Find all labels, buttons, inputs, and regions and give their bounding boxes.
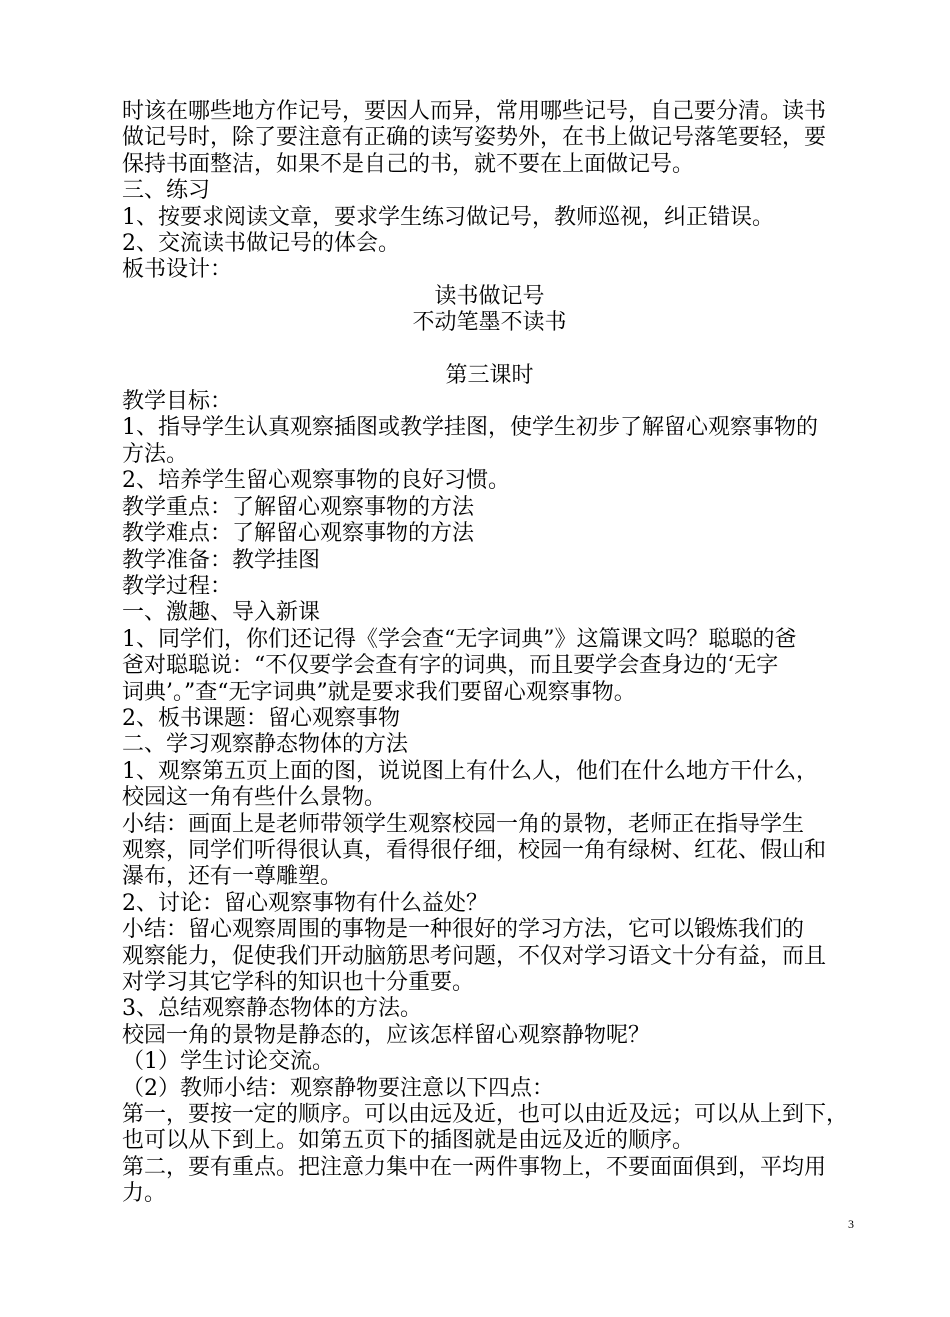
lesson-body [122, 389, 857, 1208]
text-line: 小结：留心观察周围的事物是一种很好的学习方法，它可以锻炼我们的 [122, 917, 805, 943]
text-line: 时该在哪些地方作记号，要因人而异，常用哪些记号，自己要分清。读书 [122, 99, 827, 124]
text-line: 校园一角的景物是静态的，应该怎样留心观察静物呢？ [122, 1022, 651, 1048]
text-line: 教学过程： [122, 573, 233, 599]
lesson-title: 第三课时 [445, 362, 534, 388]
text-line: 2、讨论：留心观察事物有什么益处？ [122, 890, 488, 916]
text-line: 观察能力，促使我们开动脑筋思考问题，不仅对学习语文十分有益，而且 [122, 943, 827, 969]
text-line: 对学习其它学科的知识也十分重要。 [122, 970, 475, 995]
text-line: 1、按要求阅读文章，要求学生练习做记号，教师巡视，纠正错误。 [122, 204, 774, 230]
text-line: 教学目标： [122, 389, 233, 415]
text-line: 保持书面整洁，如果不是自己的书，就不要在上面做记号。 [122, 151, 695, 177]
text-line: 爸对聪聪说：“不仅要学会查有字的词典，而且要学会查身边的‘无字 [122, 653, 779, 679]
text-line: 1、观察第五页上面的图，说说图上有什么人，他们在什么地方干什么， [122, 758, 818, 784]
text-line: 二、学习观察静态物体的方法 [122, 732, 409, 758]
text-line: 3、总结观察静态物体的方法。 [122, 996, 422, 1022]
text-line: 2、交流读书做记号的体会。 [122, 231, 400, 257]
text-line: 第二，要有重点。把注意力集中在一两件事物上，不要面面俱到，平均用 [122, 1154, 827, 1180]
page-number: 3 [848, 1217, 854, 1231]
text-line: 2、板书课题：留心观察事物 [122, 705, 400, 731]
board-line-1: 读书做记号 [434, 283, 545, 309]
text-line: 2、培养学生留心观察事物的良好习惯。 [122, 468, 510, 494]
blank-line [122, 337, 857, 363]
text-line: 教学准备：教学挂图 [122, 547, 321, 573]
text-line: 观察，同学们听得很认真，看得很仔细，校园一角有绿树、红花、假山和 [122, 837, 827, 863]
intro-paragraphs [122, 99, 857, 284]
text-line: 力。 [122, 1181, 167, 1207]
text-line: （1）学生讨论交流。 [122, 1049, 334, 1075]
text-line: 做记号时，除了要注意有正确的读写姿势外，在书上做记号落笔要轻，要 [122, 125, 827, 151]
text-line: 三、练习 [122, 178, 211, 204]
board-line-2: 不动笔墨不读书 [412, 310, 567, 336]
text-line: 瀑布，还有一尊雕塑。 [122, 864, 343, 890]
text-line: 1、同学们，你们还记得《学会查“无字词典”》这篇课文吗？聪聪的爸 [122, 626, 797, 652]
text-line: 第一，要按一定的顺序。可以由远及近，也可以由近及远；可以从上到下， [122, 1102, 849, 1128]
document-page [122, 99, 857, 1208]
text-line: 小结：画面上是老师带领学生观察校园一角的景物，老师正在指导学生 [122, 811, 805, 837]
text-line: （2）教师小结：观察静物要注意以下四点： [122, 1075, 554, 1101]
text-line: 1、指导学生认真观察插图或教学挂图，使学生初步了解留心观察事物的 [122, 415, 818, 441]
text-line: 一、激趣、导入新课 [122, 600, 321, 626]
text-line: 词典’。”查“无字词典”就是要求我们要留心观察事物。 [122, 679, 636, 705]
text-line: 教学难点：了解留心观察事物的方法 [122, 521, 475, 547]
text-line: 教学重点：了解留心观察事物的方法 [122, 494, 475, 520]
text-line: 板书设计： [122, 257, 233, 283]
text-line: 校园这一角有些什么景物。 [122, 785, 387, 811]
text-line: 也可以从下到上。如第五页下的插图就是由远及近的顺序。 [122, 1128, 695, 1154]
text-line: 方法。 [122, 441, 189, 467]
